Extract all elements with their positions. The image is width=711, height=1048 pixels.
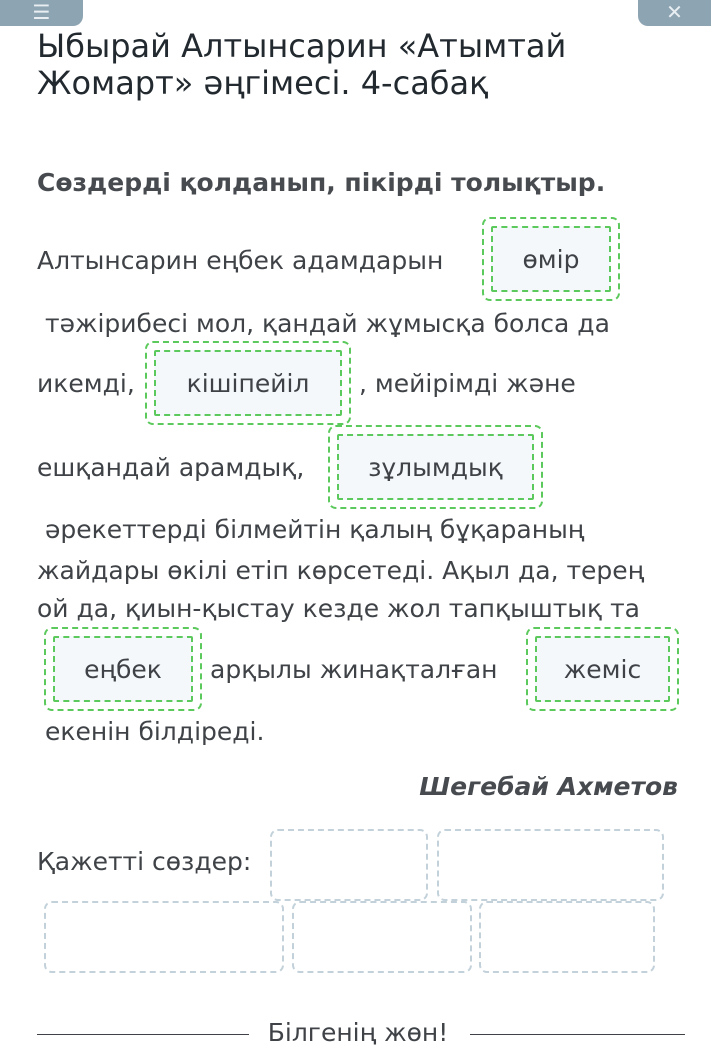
close-button[interactable] [638, 0, 711, 26]
text-segment-8: ой да, қиын-қыстау кезде жол тапқыштық та [37, 594, 640, 623]
word-chip[interactable]: еңбек [53, 636, 193, 702]
word-bank-slot[interactable] [479, 901, 655, 973]
page-title: Ыбырай Алтынсарин «Атымтай Жомарт» әңгімесі. 4-сабақ [37, 27, 567, 102]
word-chip[interactable]: кішіпейіл [154, 350, 342, 416]
check-button[interactable]: Білгенің жөн! [267, 1018, 449, 1047]
text-segment-5: ешқандай арамдық, [37, 453, 305, 482]
close-icon: ✕ [666, 0, 683, 24]
text-segment-2: тәжірибесі мол, қандай жұмысқа болса да [45, 309, 610, 338]
divider-left [37, 1034, 249, 1035]
text-segment-10: екенін білдіреді. [45, 717, 265, 746]
word-bank-slot[interactable] [44, 901, 284, 973]
word-bank-slot[interactable] [437, 829, 664, 901]
text-segment-4: , мейірімді және [359, 369, 576, 398]
word-chip[interactable]: жеміс [535, 636, 670, 702]
word-bank-slot[interactable] [292, 901, 472, 973]
word-chip[interactable]: өмір [491, 226, 611, 292]
word-chip[interactable]: зұлымдық [337, 434, 534, 500]
answer-slot-1[interactable] [482, 217, 620, 301]
word-bank-slot[interactable] [270, 829, 428, 901]
answer-slot-2[interactable] [145, 341, 351, 425]
answer-slot-5[interactable] [526, 627, 679, 711]
quote-author: Шегебай Ахметов [419, 772, 678, 801]
answer-slot-3[interactable] [328, 425, 543, 509]
text-segment-1: Алтынсарин еңбек адамдарын [37, 246, 444, 275]
task-instruction: Сөздерді қолданып, пікірді толықтыр. [37, 168, 606, 197]
menu-icon: ☰ [32, 0, 51, 24]
text-segment-6: әрекеттерді білмейтін қалың бұқараның [45, 515, 585, 544]
divider-right [470, 1034, 685, 1035]
text-segment-3: икемді, [37, 369, 135, 398]
menu-button[interactable] [0, 0, 83, 26]
answer-slot-4[interactable] [44, 627, 202, 711]
text-segment-7: жайдары өкілі етіп көрсетеді. Ақыл да, терең [37, 556, 645, 585]
word-bank-label: Қажетті сөздер: [37, 847, 252, 876]
text-segment-9: арқылы жинақталған [210, 655, 498, 684]
